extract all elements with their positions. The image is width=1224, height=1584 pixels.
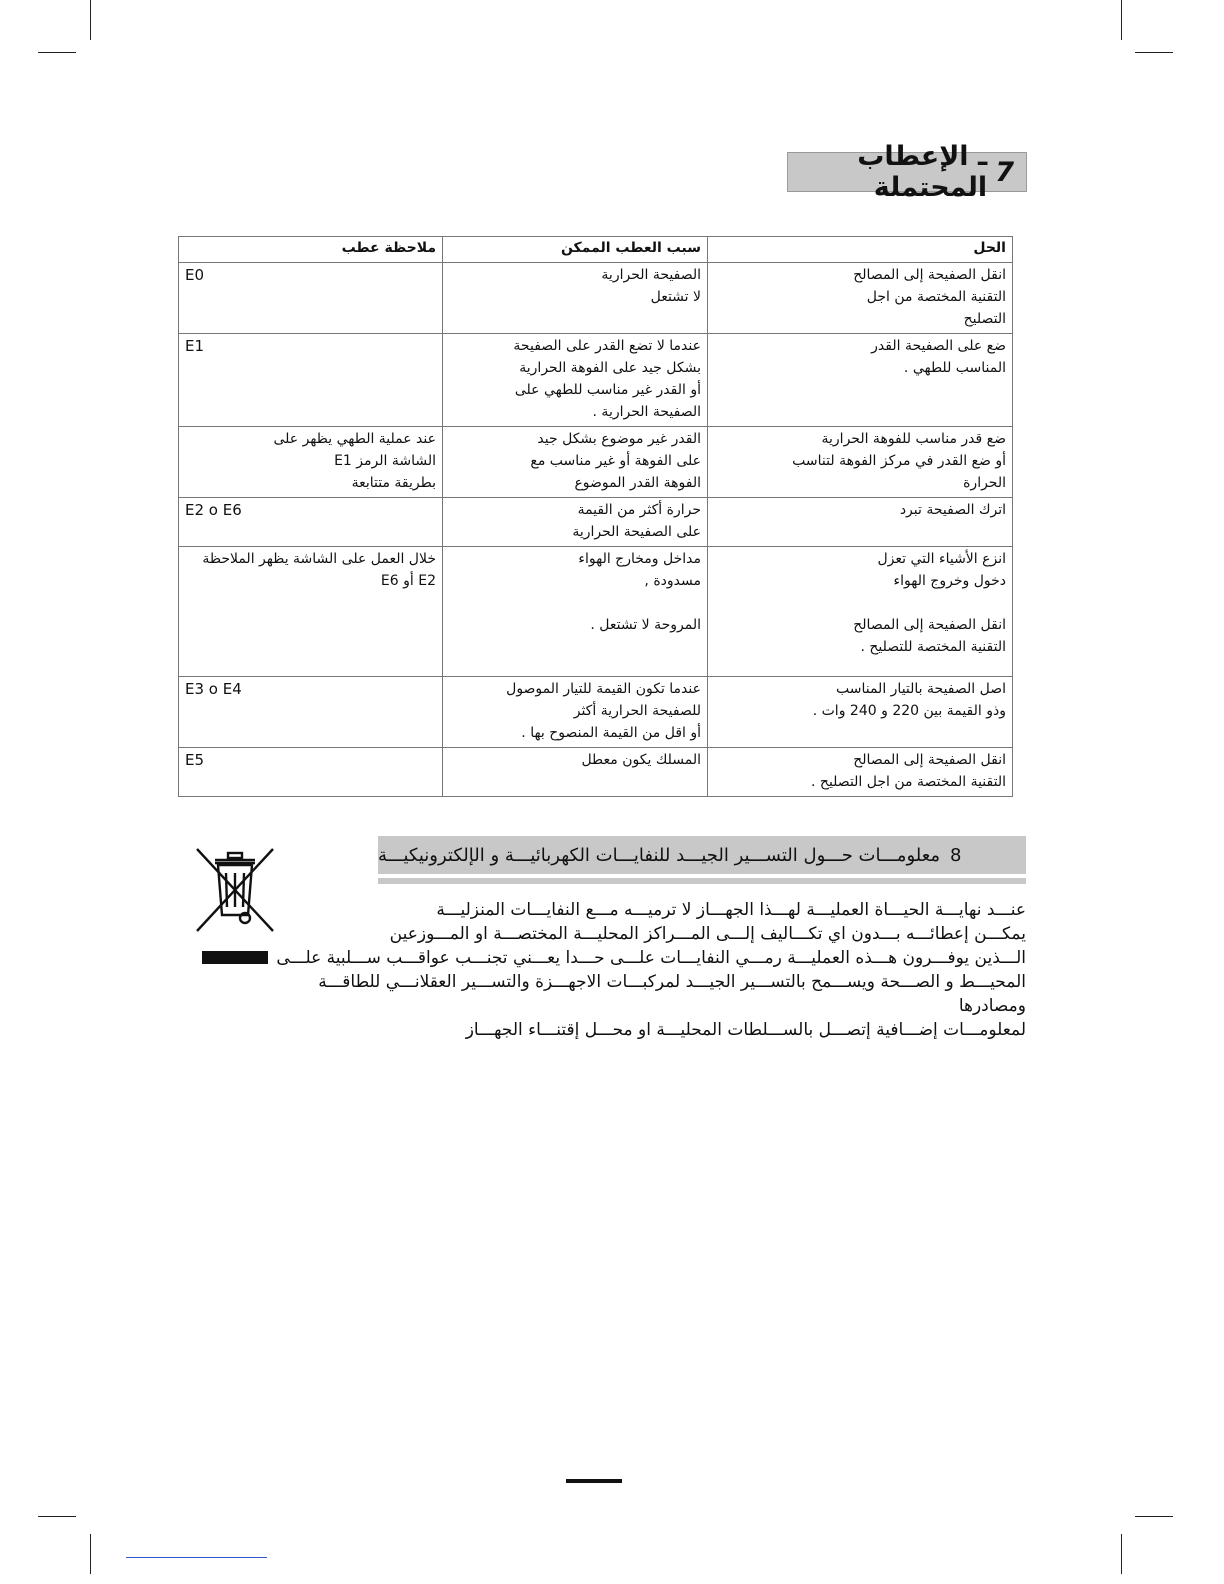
cause-cell: المسلك يكون معطل <box>443 748 708 797</box>
section-7-title: ـ الإعطاب المحتملة <box>857 141 988 203</box>
note-cell <box>179 748 443 797</box>
section-7-heading <box>787 141 1027 203</box>
crop-mark <box>90 1534 91 1574</box>
solution-cell: ضع قدر مناسب للفوهة الحرارية أو ضع القدر في مركز الفوهة لتناسب الحرارة <box>708 427 1013 498</box>
solution-cell: اصل الصفيحة بالتيار المناسب وذو القيمة بين 220 و 240 وات . <box>708 677 1013 748</box>
table-row <box>179 427 1013 498</box>
note-cell <box>179 263 443 334</box>
table-row <box>179 547 1013 677</box>
weee-bar <box>202 951 268 964</box>
crop-mark <box>38 52 76 53</box>
crop-mark <box>1135 1516 1173 1517</box>
cause-cell: مداخل ومخارج الهواء مسدودة , المروحة لا تشتعل . <box>443 547 708 677</box>
header-note: ملاحظة عطب <box>179 237 443 263</box>
cause-cell: الصفيحة الحرارية لا تشتعل <box>443 263 708 334</box>
section-8-rule <box>378 878 1026 884</box>
section-8-title: معلومـــات حـــول التســـير الجيـــد للنفايـــات الكهربائيـــة و الإلكترونيكيـــة <box>378 844 941 866</box>
section-7-number: 7 <box>995 156 1014 188</box>
footer-rule <box>126 1557 267 1558</box>
solution-cell: انزع الأشياء التي تعزل دخول وخروج الهواء انقل الصفيحة إلى المصالح التقنية المختصة للتصليح . <box>708 547 1013 677</box>
paragraph-line: عنـــد نهايـــة الحيـــاة العمليـــة لهـــذا الجهـــاز لا ترميـــه مـــع النفايـــات المنزليـــة <box>436 900 1026 920</box>
cause-cell: حرارة أكثر من القيمة على الصفيحة الحرارية <box>443 498 708 547</box>
error-code: E5 <box>185 751 205 769</box>
paragraph-line: ومصادرها <box>958 996 1026 1016</box>
section-8-number: 8 <box>950 844 962 866</box>
crop-mark <box>90 0 91 40</box>
crop-mark <box>38 1516 76 1517</box>
table-row <box>179 334 1013 427</box>
solution-cell: اترك الصفيحة تبرد <box>708 498 1013 547</box>
paragraph-line: لمعلومـــات إضـــافية إتصـــل بالســـلطات المحليـــة او محـــل إقتنـــاء الجهـــاز <box>465 1020 1026 1040</box>
error-code: E1 <box>185 337 205 355</box>
error-code: E2 o E6 <box>185 501 242 519</box>
solution-cell: انقل الصفيحة إلى المصالح التقنية المختصة من اجل التصليح . <box>708 748 1013 797</box>
note-text: عند عملية الطهي يظهر على الشاشة الرمز E1 بطريقة متتابعة <box>273 431 436 491</box>
note-cell: خلال العمل على الشاشة يظهر الملاحظة E2 أو E6 <box>179 547 443 677</box>
error-code: E0 <box>185 266 205 284</box>
troubleshooting-table <box>178 236 1013 797</box>
cause-cell: عندما لا تضع القدر على الصفيحة بشكل جيد على الفوهة الحرارية أو القدر غير مناسب للطهي على الصفيحة الحرارية . <box>443 334 708 427</box>
header-cause: سبب العطب الممكن <box>443 237 708 263</box>
crop-mark <box>1121 0 1122 40</box>
weee-paragraph <box>262 898 1026 1042</box>
paragraph-line: الـــذين يوفـــرون هـــذه العمليـــة رمـــي النفايـــات علـــى حـــدا يعـــني تجنـــب عواقـــب ســـلبية علـــى <box>276 948 1026 968</box>
note-cell <box>179 427 443 498</box>
note-cell <box>179 677 443 748</box>
cause-cell: القدر غير موضوع بشكل جيد على الفوهة أو غير مناسب مع الفوهة القدر الموضوع <box>443 427 708 498</box>
crop-mark <box>1121 1534 1122 1574</box>
note-cell <box>179 334 443 427</box>
table-row <box>179 748 1013 797</box>
solution-cell: انقل الصفيحة إلى المصالح التقنية المختصة من اجل التصليح <box>708 263 1013 334</box>
paragraph-line: المحيـــط و الصـــحة ويســـمح بالتســـير الجيـــد لمركبـــات الاجهـــزة والتســـير العقلانـــي للطاقـــة <box>318 972 1026 992</box>
cause-cell: عندما تكون القيمة للتيار الموصول للصفيحة الحرارية أكثر أو اقل من القيمة المنصوح بها . <box>443 677 708 748</box>
table-row <box>179 498 1013 547</box>
header-solution: الحل <box>708 237 1013 263</box>
section-8-heading <box>378 836 1026 874</box>
table-row <box>179 263 1013 334</box>
solution-cell: ضع على الصفيحة القدر المناسب للطهي . <box>708 334 1013 427</box>
error-code: E3 o E4 <box>185 680 242 698</box>
note-cell <box>179 498 443 547</box>
paragraph-line: يمكـــن إعطائـــه بـــدون اي تكـــاليف إلـــى المـــراكز المحليـــة المختصـــة او المـــوزعين <box>389 924 1026 944</box>
page-number-mark <box>566 1479 622 1483</box>
crop-mark <box>1135 52 1173 53</box>
table-header-row <box>179 237 1013 263</box>
table-row <box>179 677 1013 748</box>
